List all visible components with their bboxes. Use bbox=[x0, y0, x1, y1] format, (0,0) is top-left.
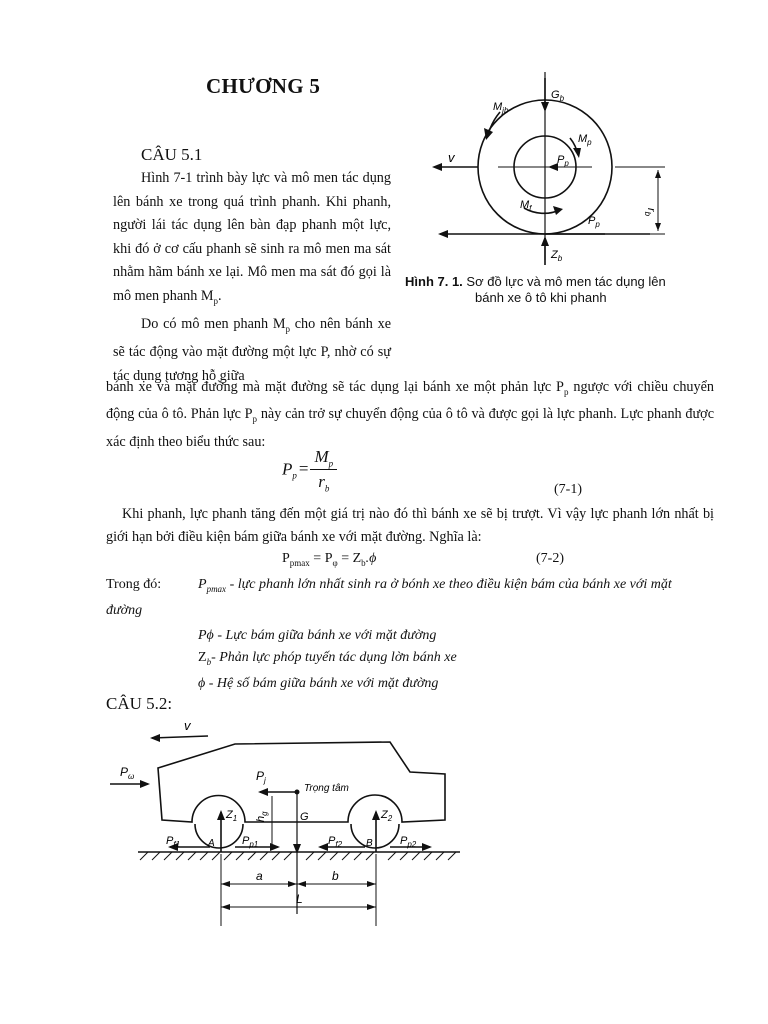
equation-number-7-2: (7-2) bbox=[536, 551, 564, 566]
definition-zb: $Z_b-$ Phản lực phóp tuyến tác dụng lờn bánh xe bbox=[198, 649, 457, 667]
formula-7-2: $P_{pmax} = P_\varphi = Z_b.\phi$ bbox=[282, 551, 377, 568]
svg-text:rb: $r_b$ bbox=[643, 208, 657, 217]
wheel-force-diagram bbox=[420, 70, 710, 270]
svg-text:Z2: $Z_2$ bbox=[381, 809, 393, 823]
svg-text:Pf1: $P_{f1}$ bbox=[166, 835, 181, 849]
svg-text:Pp1: $P_{p1}$ bbox=[242, 835, 259, 849]
chapter-title: CHƯƠNG 5 bbox=[206, 74, 321, 98]
braking-force-paragraph: bánh xe và mặt đường mà mặt đường sẽ tác dụng lại bánh xe một phản lực $P_p$ ngược với chiều chuyển động của ô tô. Phản lực $P_p$ này cản trở sự chuyển động của ô tô và được gọi là lực phanh. Lực phanh được xác định theo biểu thức sau: bbox=[106, 379, 714, 450]
intro-column bbox=[113, 167, 391, 388]
svg-text:B: B bbox=[366, 838, 373, 849]
svg-text:Pp2: $P_{p2}$ bbox=[400, 835, 417, 849]
intro-paragraph-2: Do có mô men phanh $M_p$ cho nên bánh xe sẽ tác động vào mặt đường một lực P, nhờ có sự tác dụng tương hỗ giữa bbox=[113, 315, 391, 384]
svg-text:A: A bbox=[208, 838, 215, 849]
definition-pmax: Trong đó: $P_{pmax}$ - lực phanh lớn nhất sinh ra ở bónh xe theo điều kiện bám của bánh xe với mặt đường bbox=[106, 577, 672, 618]
svg-text:v: v bbox=[184, 718, 191, 733]
svg-text:Pf2: $P_{f2}$ bbox=[328, 835, 343, 849]
question-5-1-heading: CÂU 5.1 bbox=[141, 145, 203, 164]
definition-phi: ϕ - Hệ số bám giữa bánh xe với mặt đường bbox=[198, 675, 439, 691]
svg-text:b: b bbox=[332, 869, 339, 883]
equation-number-7-1: (7-1) bbox=[554, 482, 582, 497]
definition-p-phi: Pϕ - Lực bám giữa bánh xe với mặt đường bbox=[198, 627, 437, 643]
formula-7-1: $P_p$ = $\frac{M_p}{r_b}$ bbox=[282, 447, 337, 494]
svg-text:Gb: $G_b$ bbox=[551, 89, 565, 103]
svg-text:Zb: $Z_b$ bbox=[551, 249, 563, 263]
svg-text:Z1: $Z_1$ bbox=[226, 809, 238, 823]
svg-text:L: L bbox=[296, 892, 303, 906]
svg-text:a: a bbox=[256, 869, 263, 883]
svg-text:Pj: $P_j$ bbox=[256, 769, 266, 785]
svg-text:Mp: $M_p$ bbox=[578, 133, 592, 147]
car-force-diagram bbox=[110, 714, 470, 934]
question-5-2-heading: CÂU 5.2: bbox=[106, 694, 173, 713]
svg-text:G: G bbox=[300, 811, 309, 823]
car-body bbox=[158, 742, 445, 822]
figure-1-caption: Hình 7. 1. Sơ đồ lực và mô men tác dụng lên bánh xe ô tô khi phanh bbox=[405, 274, 666, 305]
svg-text:hg: $h_g$ bbox=[255, 811, 269, 822]
svg-text:Mjb: $M_{jb}$ bbox=[493, 101, 509, 115]
svg-text:Pp: $P_p$ bbox=[588, 215, 600, 229]
slip-limit-paragraph: Khi phanh, lực phanh tăng đến một giá trị nào đó thì bánh xe sẽ bị trượt. Vì vậy lực phanh lớn nhất bị giới hạn bởi điều kiện bám giữa bánh xe với mặt đường. Nghĩa là: bbox=[106, 506, 714, 545]
intro-paragraph-1: Hình 7-1 trình bày lực và mô men tác dụng lên bánh xe trong quá trình phanh. Khi phanh, người lái tác dụng lên bàn đạp phanh một lực, khi đó ở cơ cấu phanh sẽ sinh ra mô men ma sát nhằm hãm bánh xe lại. Mô men ma sát đó gọi là mô men phanh $M_p$. bbox=[113, 170, 391, 306]
label-v: v bbox=[448, 150, 455, 165]
definitions-list bbox=[106, 574, 714, 695]
svg-text:Pω: $P_\omega$ bbox=[120, 765, 135, 781]
svg-text:Mf: $M_f$ bbox=[520, 199, 532, 213]
svg-text:Pp: $P_p$ bbox=[557, 154, 569, 168]
svg-text:Trọng tâm: Trọng tâm bbox=[304, 783, 349, 794]
